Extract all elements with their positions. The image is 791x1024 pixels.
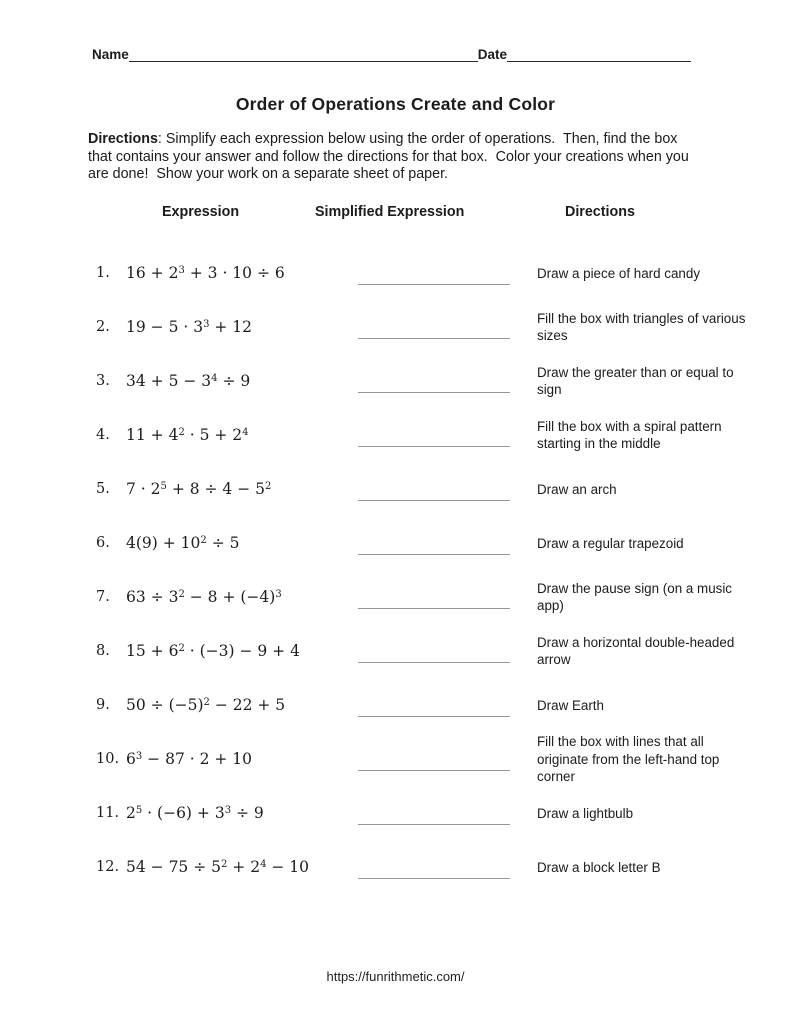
date-blank-line[interactable] — [507, 47, 691, 62]
answer-blank-line[interactable] — [358, 499, 510, 501]
answer-blank-line[interactable] — [358, 877, 510, 879]
problem-number: 7. — [96, 589, 110, 606]
answer-blank-line[interactable] — [358, 553, 510, 555]
problem-expression: $63 \div 3^2 - 8 + (-4)^3$ — [126, 588, 282, 607]
problem-row — [0, 786, 791, 840]
directions-paragraph — [88, 131, 703, 184]
name-blank-line[interactable] — [129, 47, 478, 62]
footer-url: https://funrithmetic.com/ — [326, 969, 465, 984]
date-label: Date — [477, 47, 507, 62]
problem-number: 10. — [96, 751, 120, 768]
column-header-row — [0, 204, 791, 224]
problem-number: 2. — [96, 319, 110, 336]
problem-row — [0, 300, 791, 354]
problem-direction: Draw a block letter B — [537, 859, 661, 875]
column-header-directions: Directions — [565, 204, 635, 221]
problem-row — [0, 840, 791, 894]
problem-direction: Draw the greater than or equal to sign — [537, 365, 734, 398]
problem-number: 1. — [96, 265, 110, 282]
problem-expression: $19 - 5 \cdot 3^3 + 12$ — [126, 318, 253, 337]
answer-blank-line[interactable] — [358, 715, 510, 717]
problem-expression: $54 - 75 \div 5^2 + 2^4 - 10$ — [126, 858, 310, 877]
problem-number: 9. — [96, 697, 110, 714]
problem-row — [0, 408, 791, 462]
problem-direction: Fill the box with triangles of various sizes — [537, 311, 746, 344]
problem-number: 6. — [96, 535, 110, 552]
problem-row — [0, 462, 791, 516]
problem-number: 4. — [96, 427, 110, 444]
problem-row — [0, 678, 791, 732]
problem-row — [0, 624, 791, 678]
page-title: Order of Operations Create and Color — [235, 94, 556, 114]
problem-expression: $16 + 2^3 + 3 \cdot 10 \div 6$ — [126, 264, 285, 283]
column-header-simplified-expression: Simplified Expression — [315, 204, 465, 221]
problem-number: 5. — [96, 481, 110, 498]
problem-expression: $15 + 6^2 \cdot (-3) - 9 + 4$ — [126, 642, 300, 661]
problem-direction: Draw the pause sign (on a music app) — [537, 581, 733, 614]
problem-row — [0, 516, 791, 570]
problem-expression: $2^5 \cdot (-6) + 3^3 \div 9$ — [126, 804, 264, 823]
problem-number: 3. — [96, 373, 110, 390]
problem-number: 11. — [96, 805, 120, 822]
problem-expression: $50 \div (-5)^2 - 22 + 5$ — [126, 696, 286, 715]
answer-blank-line[interactable] — [358, 607, 510, 609]
answer-blank-line[interactable] — [358, 337, 510, 339]
problem-row — [0, 354, 791, 408]
answer-blank-line[interactable] — [358, 391, 510, 393]
name-date-row — [92, 46, 691, 62]
problem-direction: Draw Earth — [537, 697, 604, 713]
problem-expression: $4(9) + 10^2 \div 5$ — [126, 534, 240, 553]
answer-blank-line[interactable] — [358, 445, 510, 447]
problem-direction: Draw a lightbulb — [537, 805, 634, 821]
problem-direction: Fill the box with a spiral pattern starting in the middle — [537, 419, 722, 452]
problem-expression: $34 + 5 - 3^4 \div 9$ — [126, 372, 251, 391]
problem-direction: Fill the box with lines that all originate from the left-hand top corner — [537, 734, 720, 784]
problem-expression: $11 + 4^2 \cdot 5 + 2^4$ — [126, 426, 249, 445]
name-label: Name — [92, 47, 129, 62]
problem-direction: Draw an arch — [537, 481, 617, 497]
directions-label: Directions — [88, 131, 158, 147]
problem-number: 12. — [96, 859, 120, 876]
problem-direction: Draw a horizontal double-headed arrow — [537, 635, 735, 668]
answer-blank-line[interactable] — [358, 283, 510, 285]
column-header-expression: Expression — [162, 204, 240, 221]
problem-list — [0, 246, 791, 894]
problem-direction: Draw a regular trapezoid — [537, 535, 684, 551]
problem-direction: Draw a piece of hard candy — [537, 265, 701, 281]
problem-number: 8. — [96, 643, 110, 660]
answer-blank-line[interactable] — [358, 823, 510, 825]
answer-blank-line[interactable] — [358, 769, 510, 771]
problem-expression: $6^3 - 87 \cdot 2 + 10$ — [126, 750, 253, 769]
answer-blank-line[interactable] — [358, 661, 510, 663]
problem-row — [0, 246, 791, 300]
directions-text: : Simplify each expression below using the order of operations. Then, find the box that contains your answer and follow the directions for that box. Color your creations when you are done! Show your work on a separate sheet of paper. — [88, 131, 693, 183]
problem-expression: $7 \cdot 2^5 + 8 \div 4 - 5^2$ — [126, 480, 272, 499]
problem-row — [0, 570, 791, 624]
problem-row — [0, 732, 791, 786]
